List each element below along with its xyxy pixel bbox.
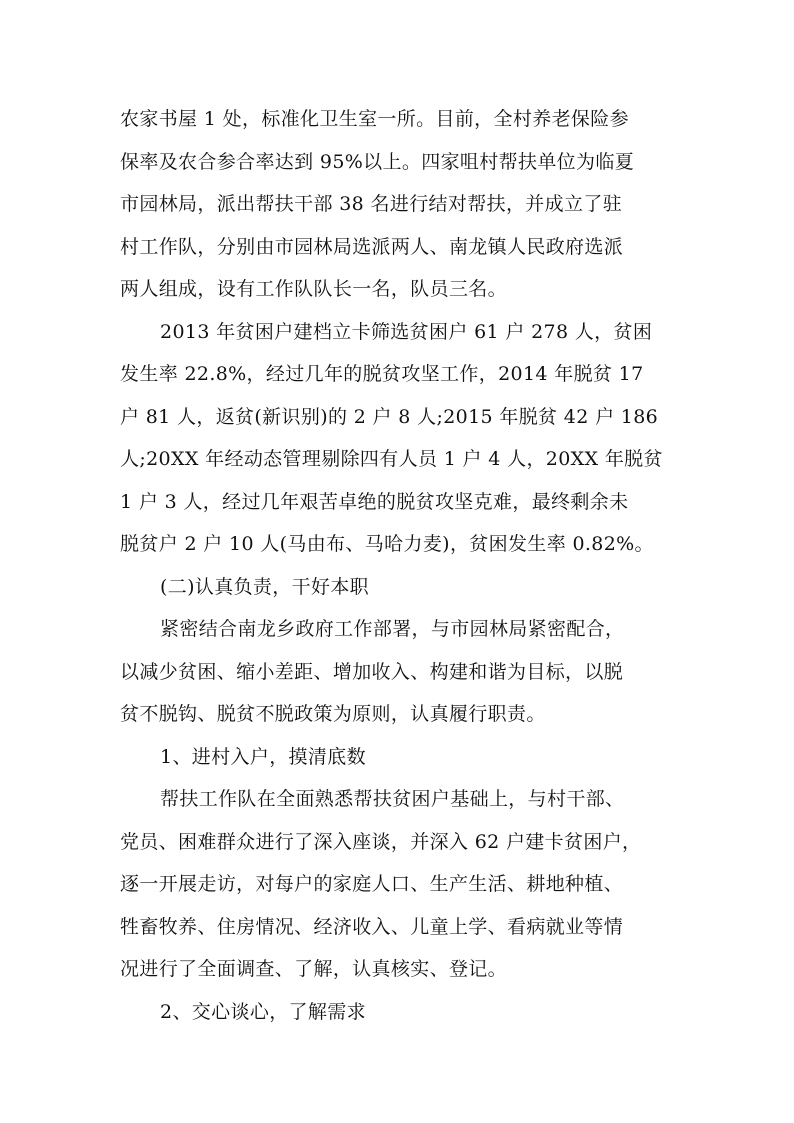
text-line: 两人组成，设有工作队队长一名，队员三名。 [120,278,508,300]
text-line: 以减少贫困、缩小差距、增加收入、构建和谐为目标，以脱 [120,660,624,683]
section-heading: (二)认真负责，干好本职 [160,575,370,598]
text-line: 市园林局，派出帮扶干部 38 名进行结对帮扶，并成立了驻 [120,193,623,215]
text-line: 保率及农合参合率达到 95%以上。四家咀村帮扶单位为临夏 [120,150,635,173]
text-line: 村工作队，分别由市园林局选派两人、南龙镇人民政府选派 [120,235,624,258]
subsection-heading: 1、进村入户，摸清底数 [160,745,366,768]
subsection-heading: 2、交心谈心，了解需求 [160,1000,366,1023]
text-line: 户 81 人，返贫(新识别)的 2 户 8 人;2015 年脱贫 42 户 186 [120,405,659,428]
text-line: 牲畜牧养、住房情况、经济收入、儿童上学、看病就业等情 [120,915,624,938]
text-line: 脱贫户 2 户 10 人(马由布、马哈力麦)，贫困发生率 0.82%。 [120,533,654,555]
text-line: 1 户 3 人，经过几年艰苦卓绝的脱贫攻坚克难，最终剩余未 [120,490,629,513]
text-line: 农家书屋 1 处，标准化卫生室一所。目前，全村养老保险参 [120,108,629,130]
text-line: 发生率 22.8%，经过几年的脱贫攻坚工作，2014 年脱贫 17 [120,363,644,385]
paragraph-first-line: 紧密结合南龙乡政府工作部署，与市园林局紧密配合， [160,618,625,640]
paragraph-first-line: 帮扶工作队在全面熟悉帮扶贫困户基础上，与村干部、 [160,788,625,810]
text-line: 况进行了全面调查、了解，认真核实、登记。 [120,958,508,980]
document-body [120,98,685,1033]
text-line: 逐一开展走访，对每户的家庭人口、生产生活、耕地种植、 [120,873,624,895]
text-line: 贫不脱钩、脱贫不脱政策为原则，认真履行职责。 [120,703,546,725]
paragraph-first-line: 2013 年贫困户建档立卡筛选贫困户 61 户 278 人，贫困 [160,320,653,343]
text-line: 党员、困难群众进行了深入座谈，并深入 62 户建卡贫困户， [120,830,642,853]
text-line: 人;20XX 年经动态管理剔除四有人员 1 户 4 人，20XX 年脱贫 [120,448,663,470]
